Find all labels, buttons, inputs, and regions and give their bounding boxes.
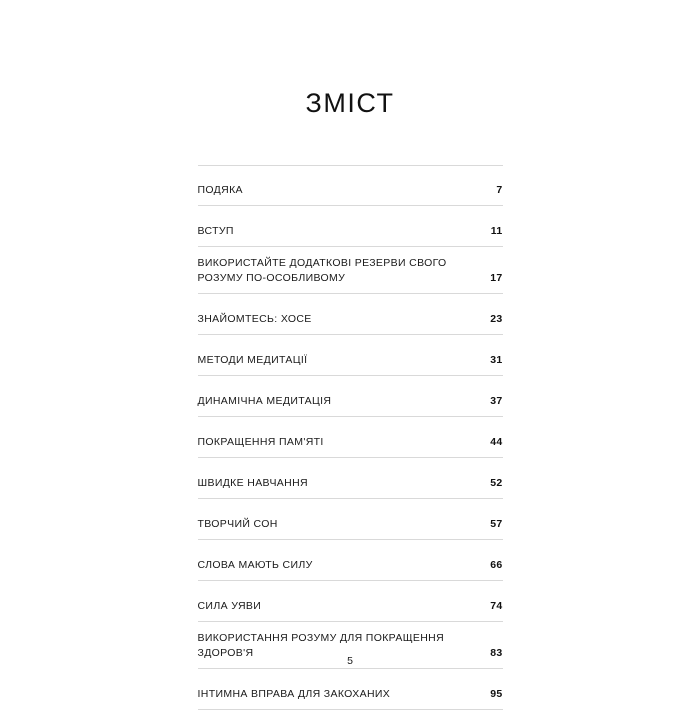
toc-entry-label: ШВИДКЕ НАВЧАННЯ (197, 477, 308, 489)
toc-entry[interactable] (198, 294, 503, 335)
toc-entry[interactable] (198, 458, 503, 499)
toc-entry[interactable] (198, 499, 503, 540)
toc-entry-label: ВИКОРИСТАЙТЕ ДОДАТКОВІ РЕЗЕРВИ СВОГО РОЗУМУ ПО-ОСОБЛИВОМУ (197, 257, 447, 284)
toc-entry-label: ПОКРАЩЕННЯ ПАМ'ЯТІ (197, 436, 324, 448)
toc-entry-page: 44 (490, 436, 503, 448)
toc-entry-label: ІНТИМНА ВПРАВА ДЛЯ ЗАКОХАНИХ (197, 688, 391, 700)
toc-entry[interactable] (198, 417, 503, 458)
toc-entry[interactable] (198, 335, 503, 376)
toc-entry-label: СЛОВА МАЮТЬ СИЛУ (197, 559, 313, 571)
toc-entry-label: ПОДЯКА (197, 184, 243, 196)
toc-entry[interactable] (198, 206, 503, 247)
toc-entry[interactable] (198, 247, 503, 294)
toc-entry-label: ВСТУП (197, 225, 234, 237)
toc-entry[interactable] (198, 376, 503, 417)
toc-entry-label: МЕТОДИ МЕДИТАЦІЇ (197, 354, 308, 366)
toc-entry-page: 37 (490, 395, 503, 407)
toc-entry[interactable] (198, 581, 503, 622)
toc-entry-page: 31 (490, 354, 503, 366)
toc-entry-page: 74 (490, 600, 503, 612)
toc-entry-page: 83 (490, 647, 503, 659)
page-number: 5 (347, 655, 353, 667)
toc-entry-page: 52 (490, 477, 503, 489)
toc-entry-page: 7 (496, 184, 503, 196)
page-title: ЗМІСТ (305, 88, 395, 118)
toc-entry-page: 17 (490, 272, 503, 284)
toc-entry-page: 66 (490, 559, 503, 571)
toc-entry-page: 23 (490, 313, 503, 325)
toc-entry-label: СИЛА УЯВИ (197, 600, 262, 612)
toc-entry-page: 57 (490, 518, 503, 530)
toc-entry-label: ЗНАЙОМТЕСЬ: ХОСЕ (197, 313, 312, 325)
toc-entry-page: 11 (490, 225, 503, 237)
toc-entry[interactable] (198, 165, 503, 206)
table-of-contents (198, 119, 503, 710)
toc-entry-label: ВИКОРИСТАННЯ РОЗУМУ ДЛЯ ПОКРАЩЕННЯ ЗДОРОВ'Я (197, 632, 445, 659)
toc-entry-page: 95 (490, 688, 503, 700)
toc-entry[interactable] (198, 540, 503, 581)
toc-entry-label: ТВОРЧИЙ СОН (197, 518, 278, 530)
toc-entry-label: ДИНАМІЧНА МЕДИТАЦІЯ (197, 395, 332, 407)
toc-entry[interactable] (198, 669, 503, 710)
